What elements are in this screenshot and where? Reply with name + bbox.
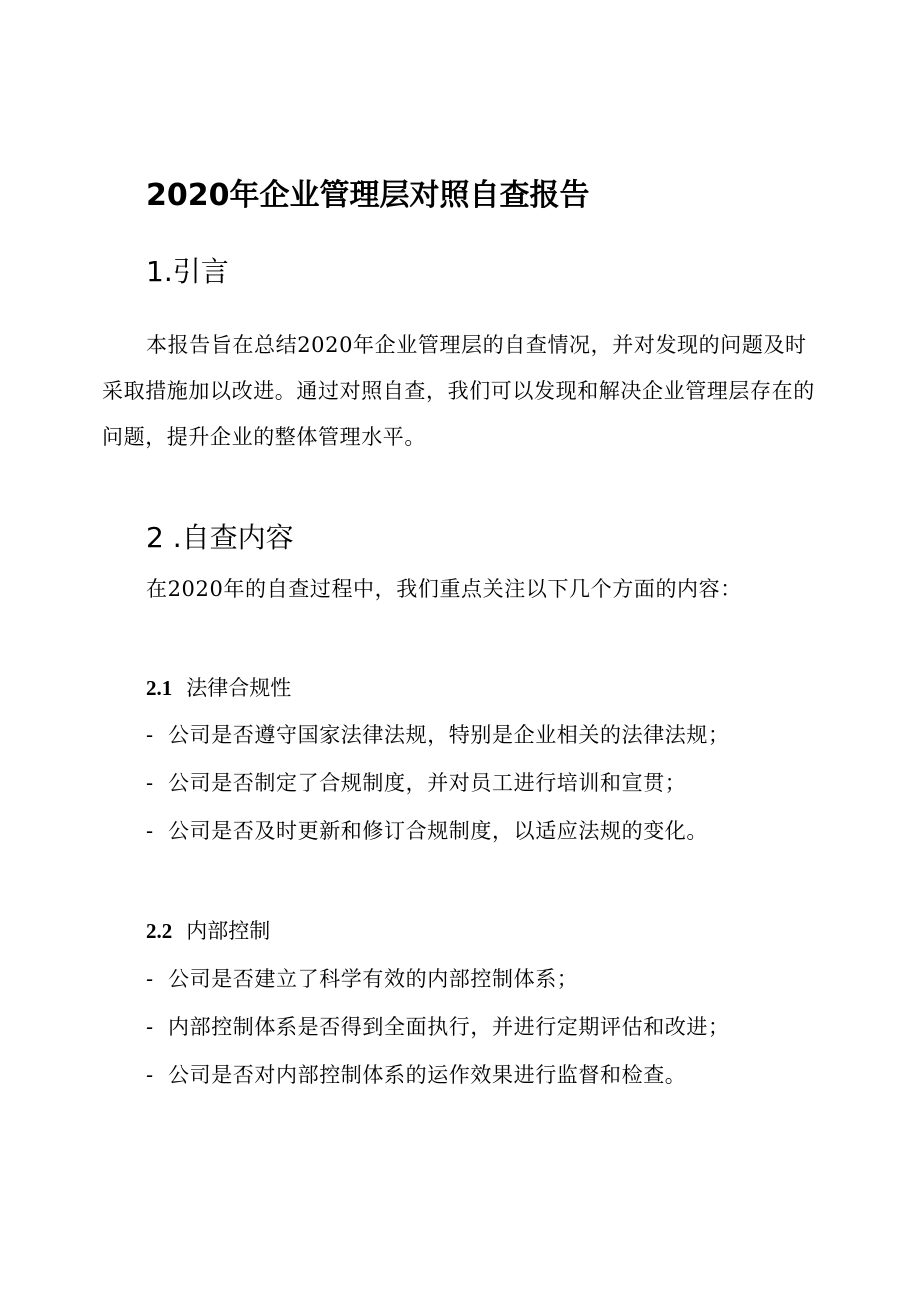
subsection-title: 法律合规性	[186, 676, 292, 700]
list-item: - 公司是否对内部控制体系的运作效果进行监督和检查。	[146, 1060, 730, 1090]
list-item: - 公司是否制定了合规制度，并对员工进行培训和宣贯；	[146, 768, 730, 798]
bullet-dash: -	[146, 771, 154, 795]
bullet-dash: -	[146, 723, 154, 747]
list-item: - 公司是否建立了科学有效的内部控制体系；	[146, 964, 730, 994]
bullet-dash: -	[146, 1063, 154, 1087]
subsection-2-1-heading	[146, 673, 291, 703]
section-2-intro: 在2020年的自查过程中，我们重点关注以下几个方面的内容：	[146, 577, 742, 601]
list-item: - 公司是否遵守国家法律法规，特别是企业相关的法律法规；	[146, 720, 730, 750]
section-1-paragraph: 本报告旨在总结2020年企业管理层的自查情况，并对发现的问题及时采取措施加以改进。通过对照自查，我们可以发现和解决企业管理层存在的问题，提升企业的整体管理水平。	[102, 333, 815, 449]
document-title: 2020年企业管理层对照自查报告	[146, 178, 590, 213]
subsection-2-1-list	[146, 720, 730, 864]
bullet-dash: -	[146, 1015, 154, 1039]
section-1-heading: 1.引言	[146, 255, 229, 288]
subsection-2-2-list	[146, 964, 730, 1108]
subsection-number: 2.2	[146, 919, 173, 943]
bullet-dash: -	[146, 967, 154, 991]
list-item: - 公司是否及时更新和修订合规制度，以适应法规的变化。	[146, 816, 730, 846]
subsection-2-2-heading	[146, 916, 270, 946]
section-2-heading: 2 .自查内容	[146, 521, 294, 554]
subsection-title: 内部控制	[186, 919, 271, 943]
subsection-number: 2.1	[146, 676, 173, 700]
bullet-dash: -	[146, 819, 154, 843]
list-item: - 内部控制体系是否得到全面执行，并进行定期评估和改进；	[146, 1012, 730, 1042]
